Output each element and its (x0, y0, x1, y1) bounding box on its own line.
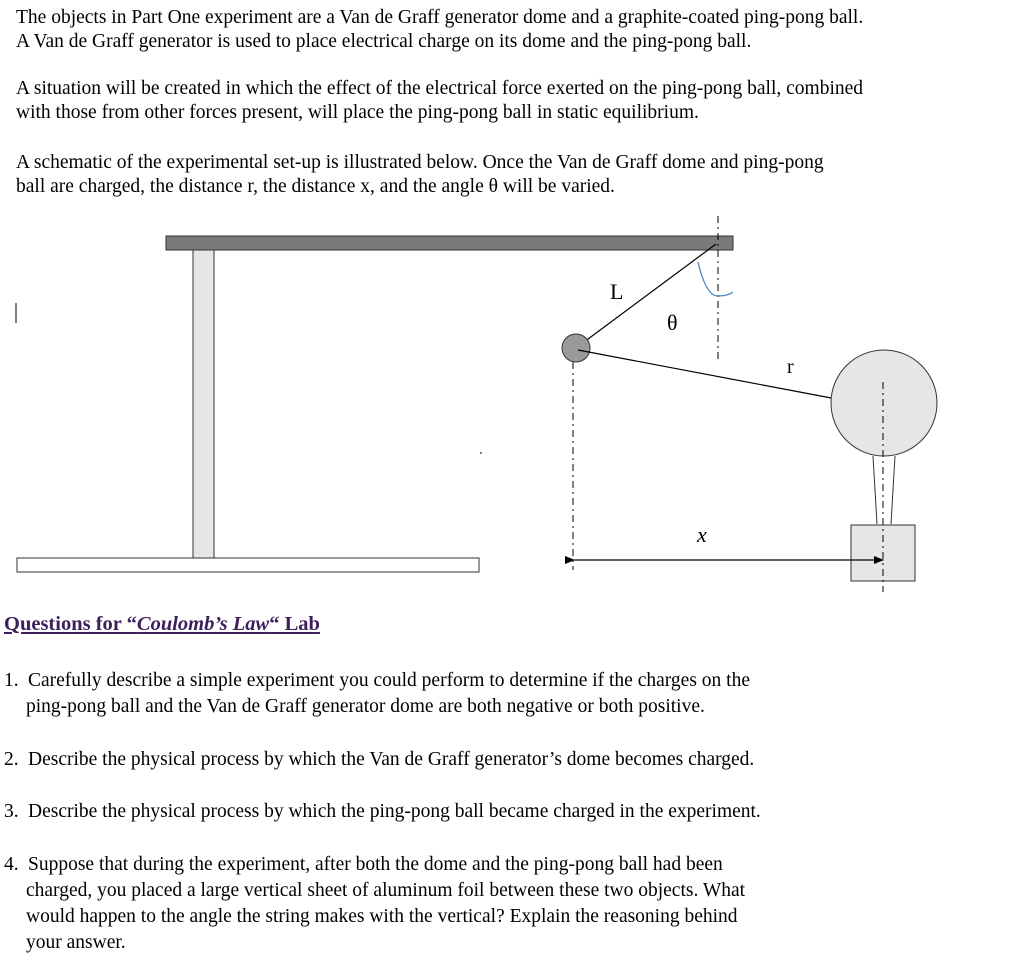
string-line (576, 244, 716, 348)
question-4 (4, 852, 745, 956)
intro-paragraph-3 (16, 151, 824, 199)
support-beam (166, 236, 733, 250)
text-line: The objects in Part One experiment are a Van de Graff generator dome and a graphite-coated ping-pong ball. (16, 7, 864, 28)
question-1 (4, 668, 750, 720)
support-stand (193, 250, 214, 558)
question-line: ping-pong ball and the Van de Graff generator dome are both negative or both positive. (26, 696, 705, 717)
question-line: Describe the physical process by which the Van de Graff generator’s dome becomes charged. (28, 749, 755, 770)
ping-pong-ball (562, 334, 590, 362)
text-line: A situation will be created in which the effect of the electrical force exerted on the ping-pong ball, combined (16, 78, 864, 99)
base-plate (17, 558, 479, 572)
text-line: A Van de Graff generator is used to place electrical charge on its dome and the ping-pong ball. (16, 31, 752, 52)
question-2 (4, 747, 754, 773)
label-x: x (697, 522, 707, 547)
van-de-graff-dome (831, 350, 937, 456)
question-line: Suppose that during the experiment, after both the dome and the ping-pong ball had been (28, 854, 723, 875)
question-number: 3. (4, 801, 19, 822)
questions-heading (4, 613, 320, 636)
question-number: 1. (4, 670, 19, 691)
intro-paragraph-2 (16, 77, 863, 125)
experiment-schematic (0, 205, 1024, 605)
label-r: r (787, 356, 794, 378)
question-number: 2. (4, 749, 19, 770)
heading-title: Coulomb’s Law (136, 613, 270, 635)
question-line: Describe the physical process by which the ping-pong ball became charged in the experiment. (28, 801, 761, 822)
question-line: your answer. (26, 932, 126, 953)
text-line: ball are charged, the distance r, the distance x, and the angle θ will be varied. (16, 176, 615, 197)
question-line: Carefully describe a simple experiment you could perform to determine if the charges on the (28, 670, 750, 691)
angle-arc-upper (718, 292, 733, 296)
question-line: would happen to the angle the string makes with the vertical? Explain the reasoning behind (26, 906, 738, 927)
label-theta: θ (667, 310, 678, 335)
heading-prefix: Questions for “ (4, 613, 137, 635)
question-number: 4. (4, 854, 19, 875)
label-L: L (610, 279, 624, 304)
intro-paragraph-1 (16, 6, 863, 54)
question-3 (4, 799, 761, 825)
question-line: charged, you placed a large vertical sheet of aluminum foil between these two objects. What (26, 880, 746, 901)
heading-suffix: “ Lab (269, 613, 320, 635)
dome-column-right (891, 456, 895, 524)
angle-arc (698, 262, 718, 296)
text-line: A schematic of the experimental set-up is illustrated below. Once the Van de Graff dome and ping-pong (16, 152, 824, 173)
stray-dot (480, 452, 482, 454)
dome-column-left (873, 456, 877, 524)
text-line: with those from other forces present, will place the ping-pong ball in static equilibrium. (16, 102, 699, 123)
